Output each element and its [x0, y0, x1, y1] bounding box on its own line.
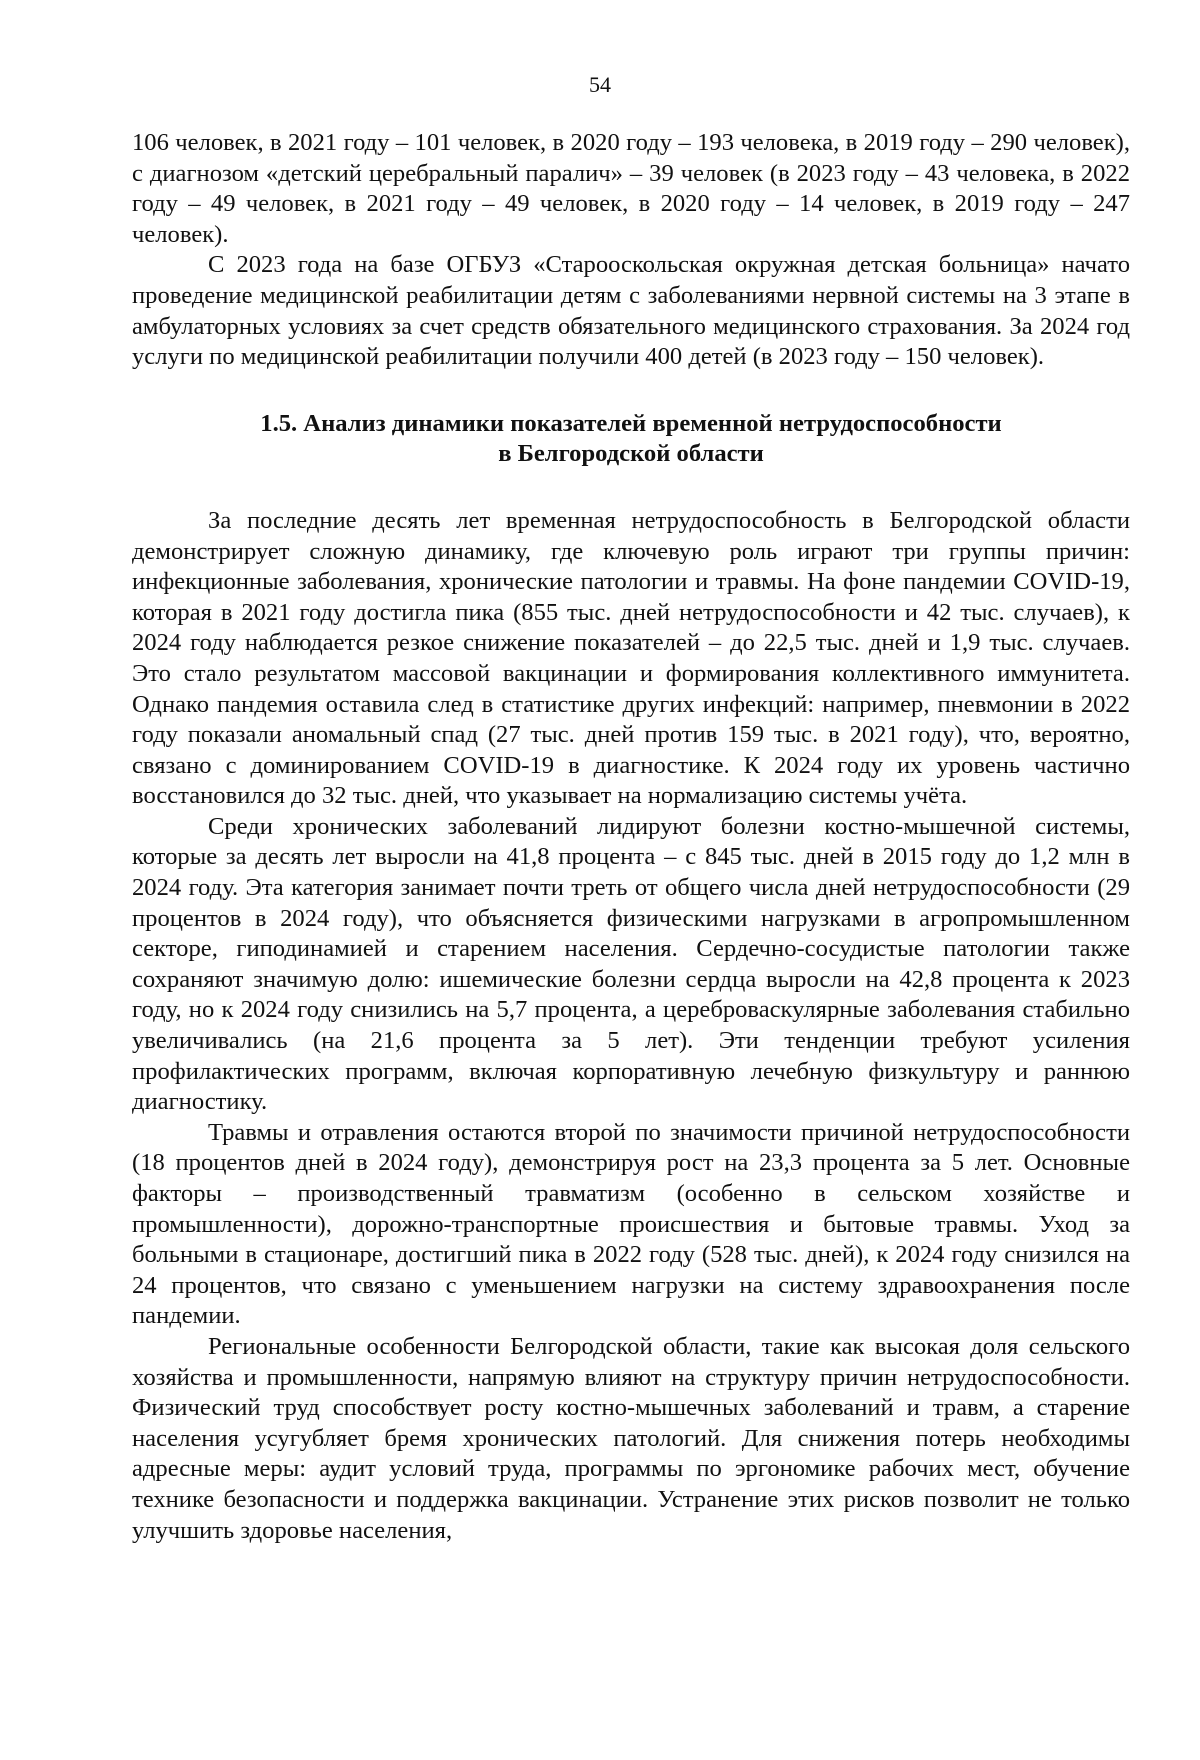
- paragraph: Региональные особенности Белгородской области, такие как высокая доля сельского хозяйства и промышленности, напрямую влияют на структуру причин нетрудоспособности. Физический труд способствует росту костно-мышечных заболеваний и травм, а старение населения усугубляет бремя хронических патологий. Для снижения потерь необходимы адресные меры: аудит условий труда, программы по эргономике рабочих мест, обучение технике безопасности и поддержка вакцинации. Устранение этих рисков позволит не только улучшить здоровье населения,: [132, 1332, 1130, 1544]
- paragraph: Травмы и отравления остаются второй по значимости причиной нетрудоспособности (18 процентов дней в 2024 году), демонстрируя рост на 23,3 процента за 5 лет. Основные факторы – производственный травматизм (особенно в сельском хозяйстве и промышленности), дорожно-транспортные происшествия и бытовые травмы. Уход за больными в стационаре, достигший пика в 2022 году (528 тыс. дней), к 2024 году снизился на 24 процентов, что связано с уменьшением нагрузки на систему здравоохранения после пандемии.: [132, 1118, 1130, 1330]
- page-number: 54: [589, 72, 611, 97]
- paragraph: За последние десять лет временная нетрудоспособность в Белгородской области демонстрирует сложную динамику, где ключевую роль играют три группы причин: инфекционные заболевания, хронические патологии и травмы. На фоне пандемии COVID-19, которая в 2021 году достигла пика (855 тыс. дней нетрудоспособности и 42 тыс. случаев), к 2024 году наблюдается резкое снижение показателей – до 22,5 тыс. дней и 1,9 тыс. случаев. Это стало результатом массовой вакцинации и формирования коллективного иммунитета. Однако пандемия оставила след в статистике других инфекций: например, пневмонии в 2022 году показали аномальный спад (27 тыс. дней против 159 тыс. в 2021 году), что, вероятно, связано с доминированием COVID-19 в диагностике. К 2024 году их уровень частично восстановился до 32 тыс. дней, что указывает на нормализацию системы учёта.: [132, 506, 1130, 810]
- document-body: [132, 128, 1130, 1546]
- section-heading-line: 1.5. Анализ динамики показателей временной нетрудоспособности: [260, 409, 1002, 437]
- paragraph: Среди хронических заболеваний лидируют болезни костно-мышечной системы, которые за десять лет выросли на 41,8 процента – с 845 тыс. дней в 2015 году до 1,2 млн в 2024 году. Эта категория занимает почти треть от общего числа дней нетрудоспособности (29 процентов в 2024 году), что объясняется физическими нагрузками в агропромышленном секторе, гиподинамией и старением населения. Сердечно-сосудистые патологии также сохраняют значимую долю: ишемические болезни сердца выросли на 42,8 процента к 2023 году, но к 2024 году снизились на 5,7 процента, а цереброваскулярные заболевания стабильно увеличивались (на 21,6 процента за 5 лет). Эти тенденции требуют усиления профилактических программ, включая корпоративную лечебную физкультуру и раннюю диагностику.: [132, 812, 1130, 1116]
- paragraph: С 2023 года на базе ОГБУЗ «Старооскольская окружная детская больница» начато проведение медицинской реабилитации детям с заболеваниями нервной системы на 3 этапе в амбулаторных условиях за счет средств обязательного медицинского страхования. За 2024 год услуги по медицинской реабилитации получили 400 детей (в 2023 году – 150 человек).: [132, 251, 1130, 371]
- section-heading: [132, 409, 1130, 470]
- section-heading-line: в Белгородской области: [498, 440, 764, 468]
- paragraph-continued: 106 человек, в 2021 году – 101 человек, в 2020 году – 193 человека, в 2019 году – 290 человек), с диагнозом «детский церебральный паралич» – 39 человек (в 2023 году – 43 человека, в 2022 году – 49 человек, в 2021 году – 49 человек, в 2020 году – 14 человек, в 2019 году – 247 человек).: [132, 129, 1130, 248]
